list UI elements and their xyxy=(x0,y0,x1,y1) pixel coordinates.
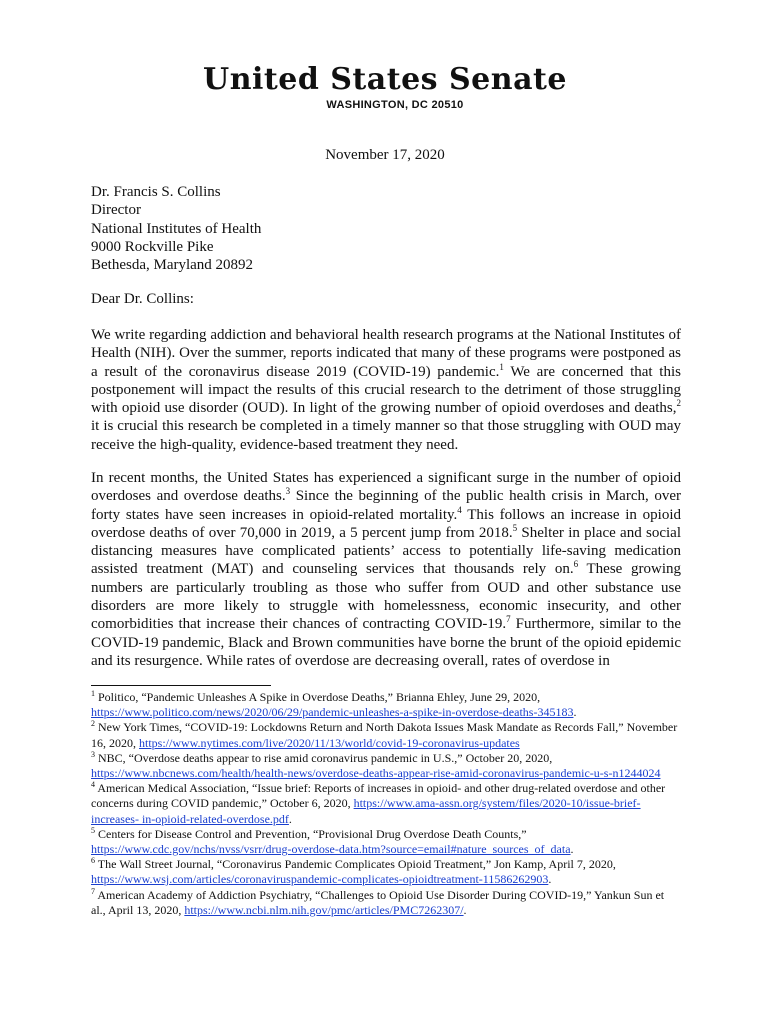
footnote-tail: . xyxy=(463,902,467,917)
footnote-divider xyxy=(91,685,271,686)
footnote-2 xyxy=(91,720,681,750)
footnote-6 xyxy=(91,857,681,887)
footnote-ref[interactable]: 5 xyxy=(512,522,518,533)
footnote-ref[interactable]: 6 xyxy=(573,559,579,570)
text-run: We are concerned that this postponement will impact the results of this crucial research to the detriment of those struggling with opioid use disorder (OUD). In light of the growing number of opioid overdoses and deaths, xyxy=(91,363,681,417)
footnote-7 xyxy=(91,888,681,918)
footnote-link[interactable]: https://www.politico.com/news/2020/06/29/pandemic-unleashes-a-spike-in-overdose-deaths-345183 xyxy=(91,705,574,720)
footnote-link[interactable]: https://www.ncbi.nlm.nih.gov/pmc/articles/PMC7262307/ xyxy=(184,902,464,917)
footnotes xyxy=(91,690,681,918)
footnote-link[interactable]: https://www.cdc.gov/nchs/nvss/vsrr/drug-overdose-data.htm?source=email#nature_sources_of_data xyxy=(91,842,571,857)
footnote-ref[interactable]: 3 xyxy=(285,486,291,497)
footnote-number: 5 xyxy=(91,825,95,835)
footnote-number: 6 xyxy=(91,856,95,866)
footnote-text: NBC, “Overdose deaths appear to rise amid coronavirus pandemic in U.S.,” October 20, 2020, xyxy=(98,750,553,765)
address-line: 9000 Rockville Pike xyxy=(91,238,214,255)
recipient-address xyxy=(91,183,261,274)
footnote-text: American Academy of Addiction Psychiatry, “Challenges to Opioid Use Disorder During COVID-19,” Yankun Sun et al., April 13, 2020, xyxy=(91,887,665,917)
footnote-ref[interactable]: 2 xyxy=(676,398,681,409)
salutation: Dear Dr. Collins: xyxy=(91,291,194,307)
senate-city: WASHINGTON, DC 20510 xyxy=(326,99,464,111)
text-run: These growing numbers are particularly troubling as those who suffer from OUD and other substance use disorders are more likely to struggle with homelessness, economic insecurity, and other comorbidities that increase their chances of contracting COVID-19. xyxy=(91,561,681,633)
footnote-5 xyxy=(91,827,681,857)
text-run: Shelter in place and social distancing measures have complicated patients’ access to potentially life-saving medication assisted treatment (MAT) and counseling services that thousands rely on. xyxy=(91,524,681,578)
footnote-ref[interactable]: 4 xyxy=(457,504,462,515)
body-paragraph-1 xyxy=(91,326,681,454)
letter-date: November 17, 2020 xyxy=(325,147,445,163)
footnote-number: 1 xyxy=(91,689,95,698)
senate-name: United States Senate xyxy=(203,62,567,97)
text-run: In recent months, the United States has experienced a significant surge in the number of opioid overdoses and overdose deaths. xyxy=(91,470,681,505)
footnote-text: American Medical Association, “Issue brief: Reports of increases in opioid- and other drug-related overdose and other concerns during COVID pandemic,” October 6, 2020, xyxy=(91,781,666,811)
text-run: Furthermore, similar to the COVID-19 pandemic, Black and Brown communities have borne the brunt of the opioid epidemic and its resurgence. While rates of overdose are decreasing overall, rates of overdose in xyxy=(91,616,681,669)
address-line: Bethesda, Maryland 20892 xyxy=(91,257,254,274)
text-run: it is crucial this research be completed in a timely manner so that those struggling with OUD may receive the high-quality, evidence-based treatment they need. xyxy=(91,418,681,453)
text-run: We write regarding addiction and behavioral health research programs at the National Institutes of Health (NIH). Over the summer, reports indicated that many of these programs were postponed as a result of the coronavirus disease 2019 (COVID-19) pandemic. xyxy=(91,327,681,380)
address-line: Dr. Francis S. Collins xyxy=(91,184,221,200)
footnote-text: The Wall Street Journal, “Coronavirus Pandemic Complicates Opioid Treatment,” Jon Kamp, April 7, 2020, xyxy=(97,857,616,872)
footnote-link[interactable]: https://www.ama-assn.org/system/files/2020-10/issue-brief-increases- in-opioid-related-overdose.pdf xyxy=(91,796,641,826)
footnote-tail: . xyxy=(570,842,574,857)
footnote-tail: . xyxy=(548,872,552,887)
footnote-link[interactable]: https://www.wsj.com/articles/coronaviruspandemic-complicates-opioidtreatment-11586262903 xyxy=(91,872,549,887)
footnote-number: 3 xyxy=(91,749,95,759)
footnote-link[interactable]: https://www.nbcnews.com/health/health-news/overdose-deaths-appear-rise-amid-coronavirus-pandemic-u-s-n1244024 xyxy=(91,766,661,781)
footnote-1 xyxy=(91,690,681,720)
footnote-ref[interactable]: 7 xyxy=(506,614,511,625)
text-run: This follows an increase in opioid overdose deaths of over 70,000 in 2019, a 5 percent jump from 2018. xyxy=(91,506,681,541)
footnote-tail: . xyxy=(573,705,577,720)
footnote-text: Politico, “Pandemic Unleashes A Spike in Overdose Deaths,” Brianna Ehley, June 29, 2020, xyxy=(98,690,541,704)
footnote-link[interactable]: https://www.nytimes.com/live/2020/11/13/world/covid-19-coronavirus-updates xyxy=(139,735,520,750)
address-line: National Institutes of Health xyxy=(91,220,262,237)
text-run: Since the beginning of the public health crisis in March, over forty states have seen increases in opioid-related mortality. xyxy=(91,488,681,523)
footnote-number: 4 xyxy=(91,780,95,790)
address-line: Director xyxy=(91,202,141,219)
footnote-number: 7 xyxy=(91,886,95,896)
footnote-3 xyxy=(91,751,681,781)
footnote-ref[interactable]: 1 xyxy=(499,361,504,372)
footnote-number: 2 xyxy=(91,719,95,729)
footnote-text: Centers for Disease Control and Prevention, “Provisional Drug Overdose Death Counts,” xyxy=(98,826,527,841)
footnote-text: New York Times, “COVID-19: Lockdowns Return and North Dakota Issues Mask Mandate as Records Fall,” November 16, 2020, xyxy=(91,720,678,750)
body-paragraph-2 xyxy=(91,469,681,670)
footnote-tail: . xyxy=(288,811,292,826)
footnote-4 xyxy=(91,781,681,827)
